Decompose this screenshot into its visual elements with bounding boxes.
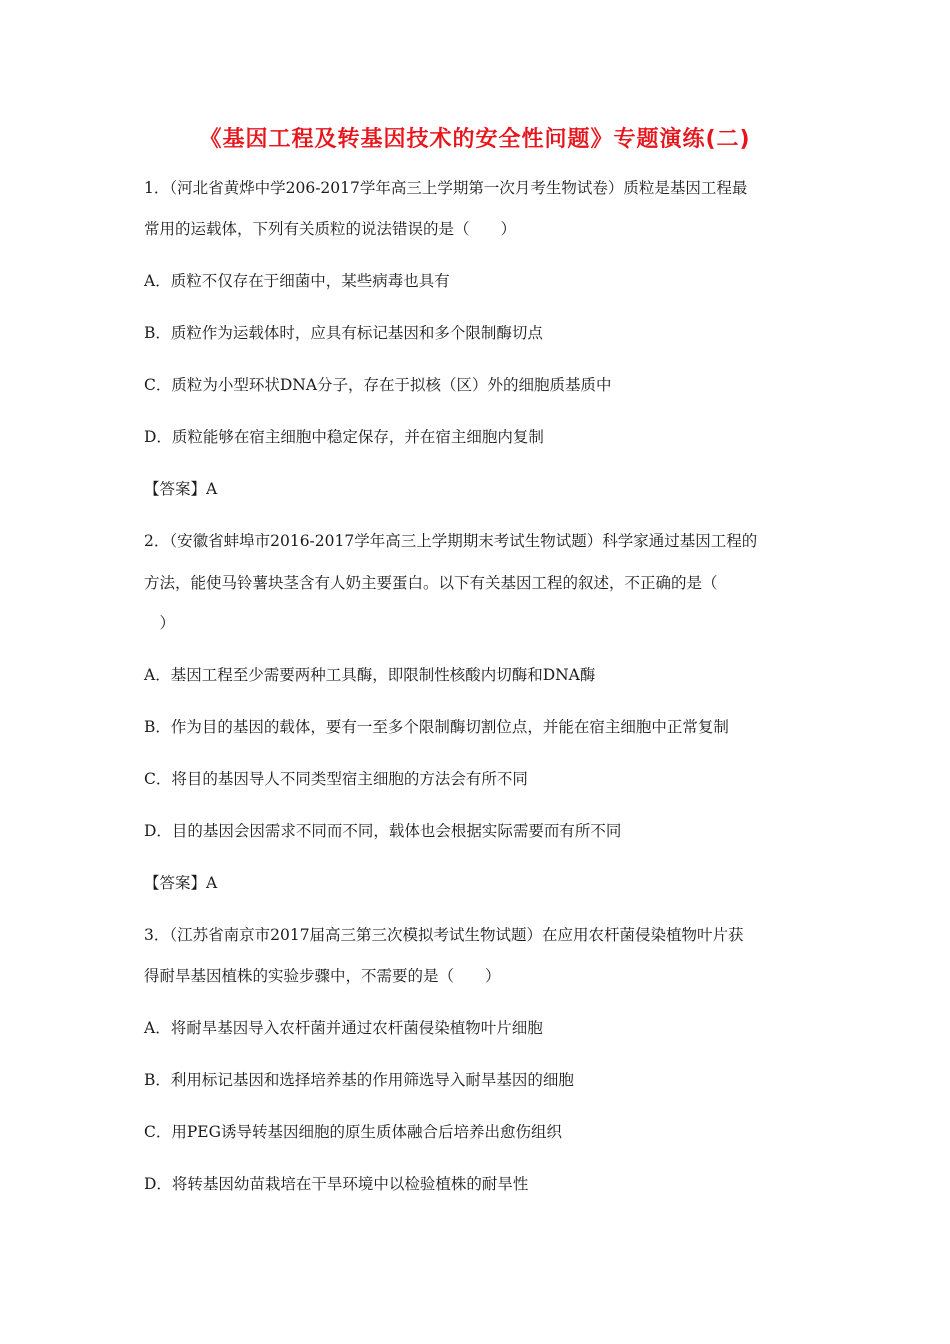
question-1-option-d: D．质粒能够在宿主细胞中稳定保存，并在宿主细胞内复制 [144, 428, 544, 446]
question-1-stem-line-1: 1．（河北省黄烨中学206-2017学年高三上学期第一次月考生物试卷）质粒是基因工程最 [144, 179, 748, 197]
question-2-stem-line-1: 2．（安徽省蚌埠市2016-2017学年高三上学期期末考试生物试题）科学家通过基因工程的 [144, 532, 758, 550]
question-3-stem-line-2: 得耐旱基因植株的实验步骤中，不需要的是（ ） [144, 967, 501, 985]
question-1-answer: 【答案】A [144, 480, 218, 498]
question-2-stem-line-2: 方法，能使马铃薯块茎含有人奶主要蛋白。以下有关基因工程的叙述，不正确的是（ [144, 574, 718, 592]
question-3-option-d: D．将转基因幼苗栽培在干旱环境中以检验植株的耐旱性 [144, 1175, 529, 1193]
question-3-stem-line-1: 3．（江苏省南京市2017届高三第三次模拟考试生物试题）在应用农杆菌侵染植物叶片获 [144, 926, 744, 944]
question-2-option-b: B．作为目的基因的载体，要有一至多个限制酶切割位点，并能在宿主细胞中正常复制 [144, 718, 729, 736]
question-2-stem-line-3: ） [144, 614, 176, 632]
document-title: 《基因工程及转基因技术的安全性问题》专题演练(二) [199, 127, 751, 152]
question-1-option-a: A．质粒不仅存在于细菌中，某些病毒也具有 [144, 272, 450, 290]
question-3-option-a: A．将耐旱基因导入农杆菌并通过农杆菌侵染植物叶片细胞 [144, 1019, 543, 1037]
question-3-option-b: B．利用标记基因和选择培养基的作用筛选导入耐旱基因的细胞 [144, 1071, 574, 1089]
question-2-answer: 【答案】A [144, 874, 218, 892]
question-1-stem-line-2: 常用的运载体，下列有关质粒的说法错误的是（ ） [144, 220, 517, 238]
question-1-option-b: B．质粒作为运载体时，应具有标记基因和多个限制酶切点 [144, 324, 543, 342]
question-1-option-c: C．质粒为小型环状DNA分子，存在于拟核（区）外的细胞质基质中 [144, 376, 612, 394]
question-2-option-d: D．目的基因会因需求不同而不同，载体也会根据实际需要而有所不同 [144, 822, 622, 840]
question-3-option-c: C．用PEG诱导转基因细胞的原生质体融合后培养出愈伤组织 [144, 1123, 562, 1141]
question-2-option-a: A．基因工程至少需要两种工具酶，即限制性核酸内切酶和DNA酶 [144, 666, 596, 684]
question-2-option-c: C．将目的基因导人不同类型宿主细胞的方法会有所不同 [144, 770, 528, 788]
